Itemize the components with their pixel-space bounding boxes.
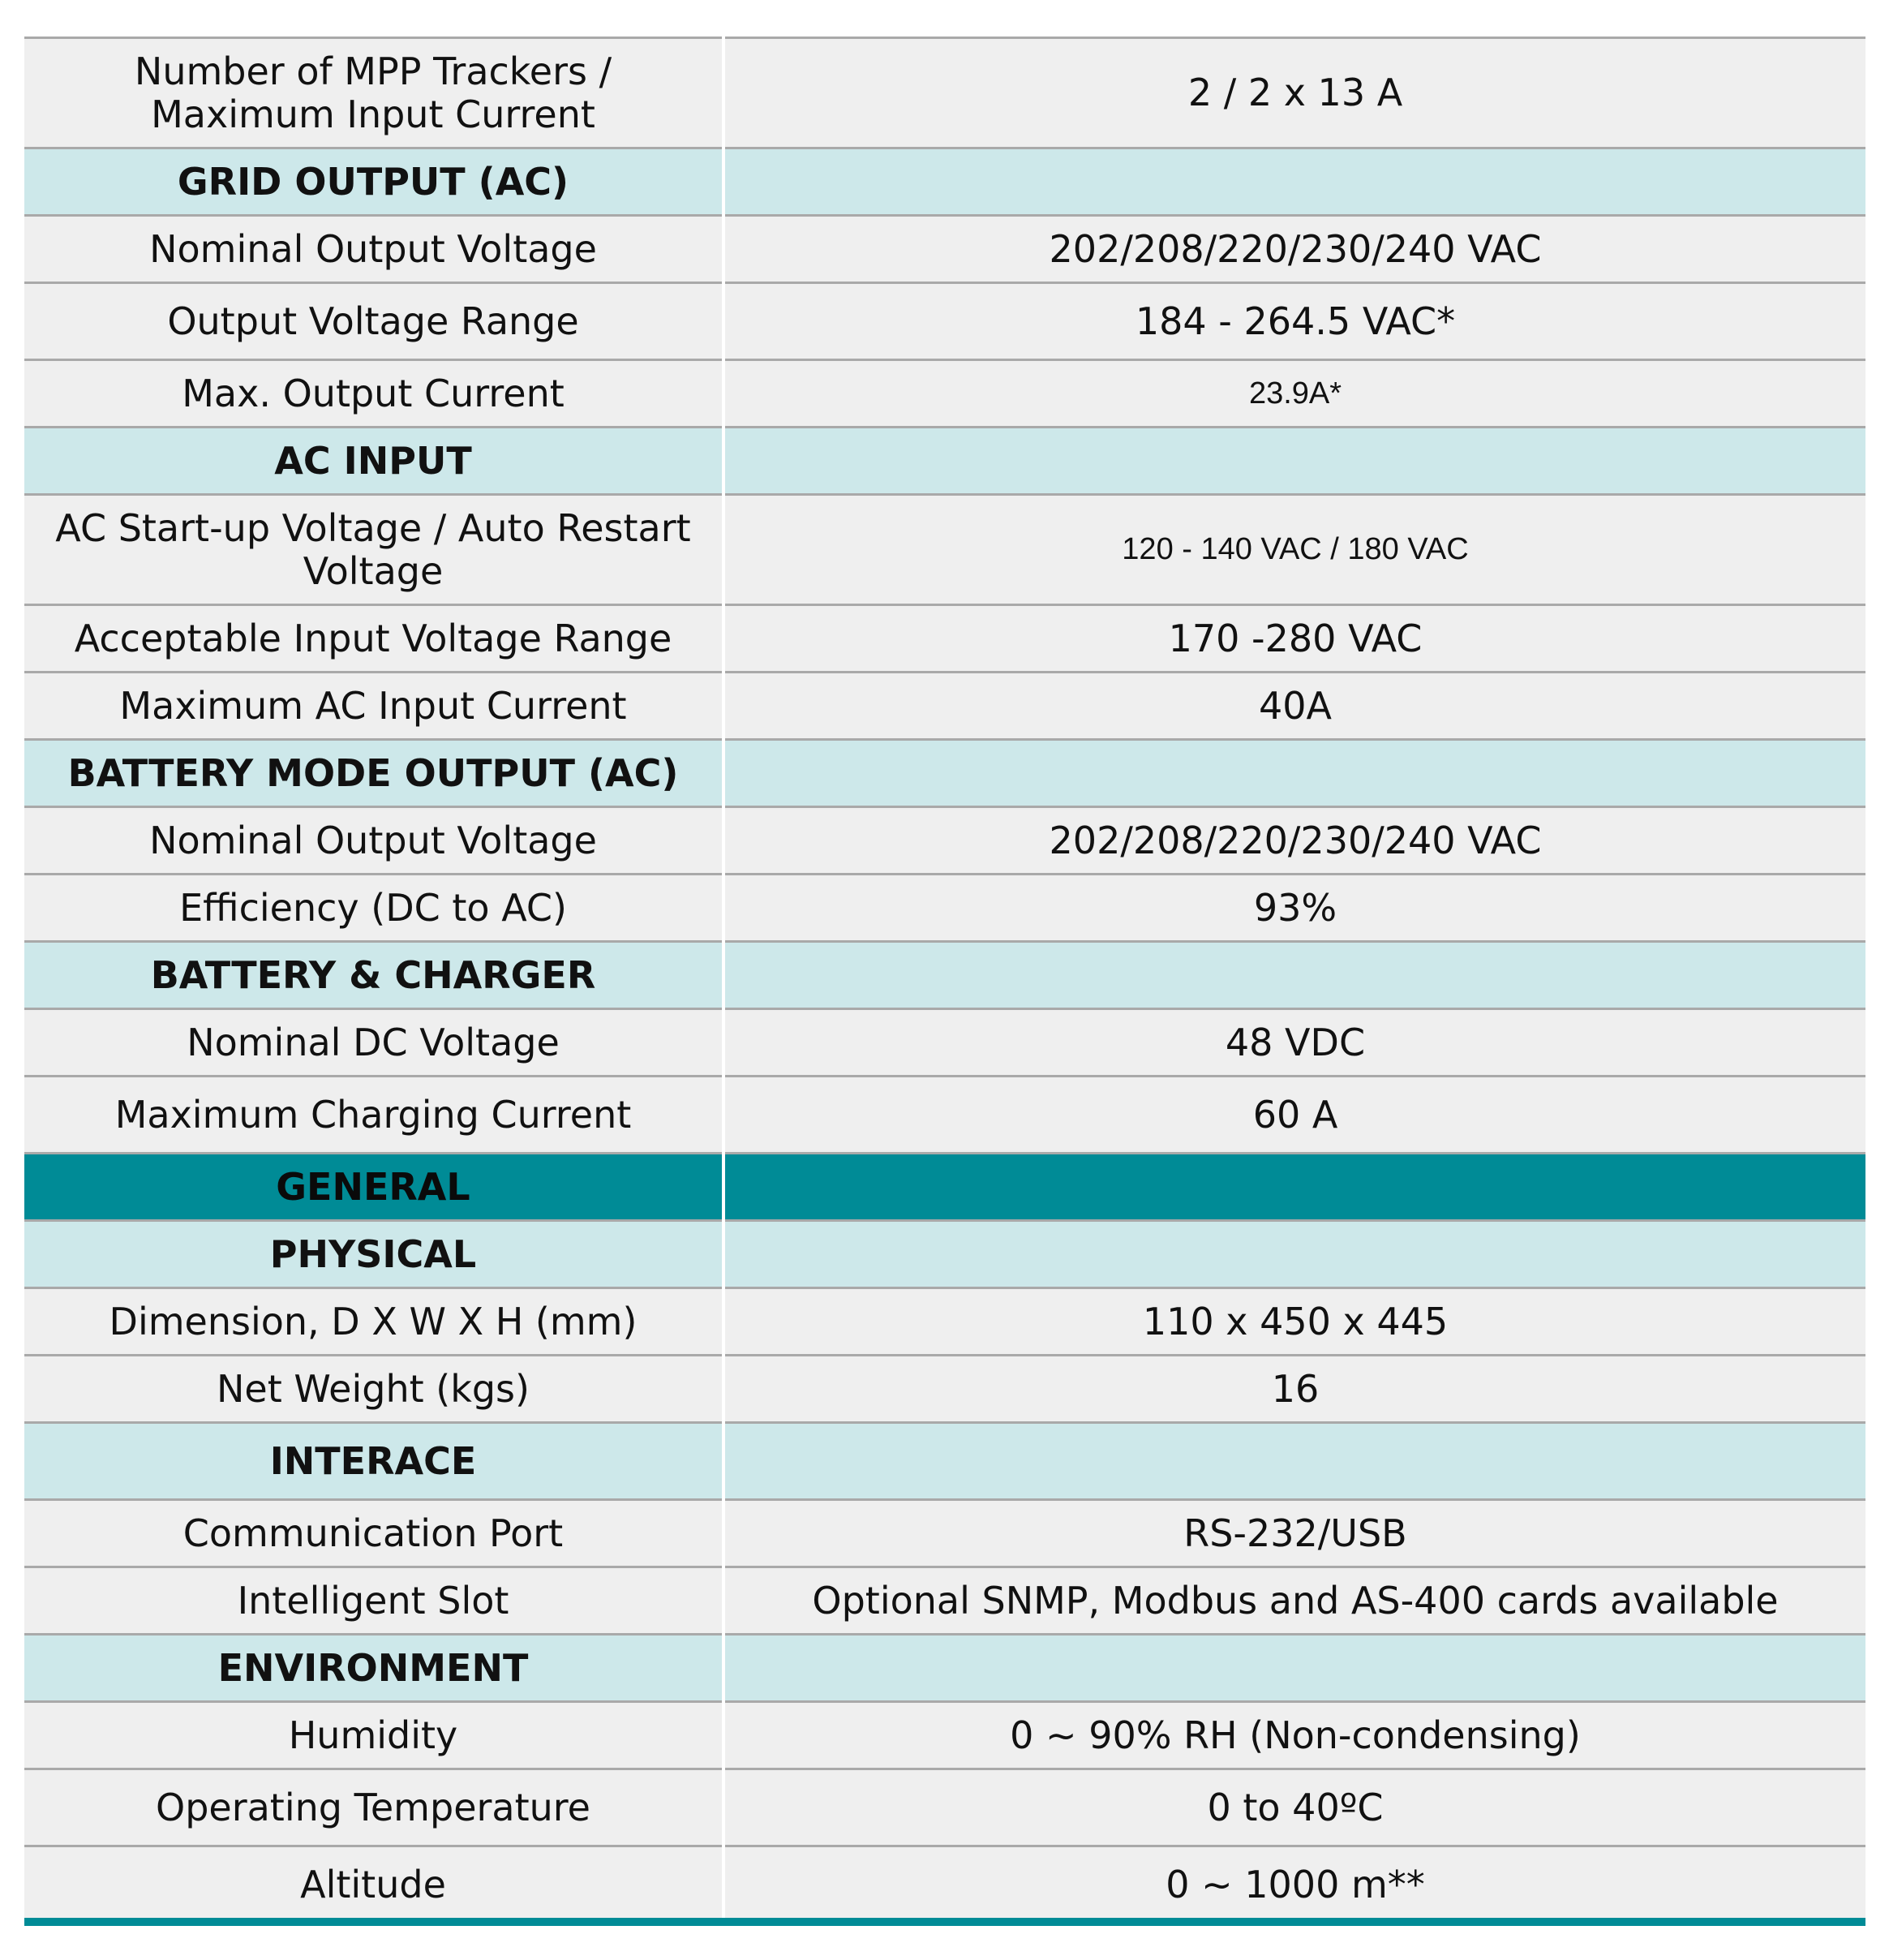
spec-row [24, 1077, 1865, 1154]
spec-row [24, 673, 1865, 740]
spec-label: Nominal Output Voltage [24, 807, 723, 875]
spec-label: Efficiency (DC to AC) [24, 875, 723, 942]
spec-label: Operating Temperature [24, 1769, 723, 1846]
spec-label: Nominal DC Voltage [24, 1009, 723, 1077]
spec-row [24, 1846, 1865, 1923]
spec-label: Maximum Charging Current [24, 1077, 723, 1154]
bottom-rule [24, 1918, 1865, 1926]
spec-value: 110 x 450 x 445 [723, 1288, 1865, 1356]
section-title: AC INPUT [24, 428, 723, 495]
spec-label: Max. Output Current [24, 360, 723, 428]
section-header [24, 1423, 1865, 1500]
section-header [24, 1635, 1865, 1702]
spec-row [24, 283, 1865, 360]
spec-row [24, 1288, 1865, 1356]
section-title: BATTERY & CHARGER [24, 942, 723, 1009]
spec-label: Number of MPP Trackers / Maximum Input Current [24, 38, 723, 148]
spec-value: 0 to 40ºC [723, 1769, 1865, 1846]
spec-value: 40A [723, 673, 1865, 740]
section-title: GENERAL [24, 1154, 723, 1221]
spec-label: Altitude [24, 1846, 723, 1923]
spec-row [24, 1702, 1865, 1769]
section-title: GRID OUTPUT (AC) [24, 148, 723, 216]
spec-value: 0 ~ 1000 m** [723, 1846, 1865, 1923]
spec-value: 48 VDC [723, 1009, 1865, 1077]
spec-row [24, 1769, 1865, 1846]
spec-row [24, 360, 1865, 428]
section-filler [723, 1423, 1865, 1500]
spec-row [24, 1356, 1865, 1423]
spec-value: 120 - 140 VAC / 180 VAC [723, 495, 1865, 605]
section-filler [723, 1635, 1865, 1702]
spec-value: 2 / 2 x 13 A [723, 38, 1865, 148]
spec-value: RS-232/USB [723, 1500, 1865, 1567]
section-filler [723, 1154, 1865, 1221]
spec-table [24, 37, 1865, 1923]
section-title: INTERACE [24, 1423, 723, 1500]
section-header [24, 740, 1865, 807]
section-header [24, 1221, 1865, 1288]
spec-value: 16 [723, 1356, 1865, 1423]
section-filler [723, 148, 1865, 216]
section-filler [723, 428, 1865, 495]
spec-value: 60 A [723, 1077, 1865, 1154]
spec-value: 0 ~ 90% RH (Non-condensing) [723, 1702, 1865, 1769]
spec-value: Optional SNMP, Modbus and AS-400 cards available [723, 1567, 1865, 1635]
section-title: BATTERY MODE OUTPUT (AC) [24, 740, 723, 807]
section-header [24, 942, 1865, 1009]
spec-label: Output Voltage Range [24, 283, 723, 360]
spec-row [24, 1567, 1865, 1635]
spec-row [24, 605, 1865, 673]
spec-label: Net Weight (kgs) [24, 1356, 723, 1423]
spec-table-body [24, 38, 1865, 1923]
spec-label: Humidity [24, 1702, 723, 1769]
spec-row [24, 1500, 1865, 1567]
section-filler [723, 942, 1865, 1009]
spec-row [24, 216, 1865, 283]
spec-row [24, 1009, 1865, 1077]
section-header [24, 148, 1865, 216]
spec-value: 202/208/220/230/240 VAC [723, 807, 1865, 875]
spec-value: 170 -280 VAC [723, 605, 1865, 673]
spec-row [24, 38, 1865, 148]
spec-label: Communication Port [24, 1500, 723, 1567]
spec-row [24, 495, 1865, 605]
spec-value: 93% [723, 875, 1865, 942]
spec-label: AC Start-up Voltage / Auto Restart Voltage [24, 495, 723, 605]
section-filler [723, 1221, 1865, 1288]
spec-label: Intelligent Slot [24, 1567, 723, 1635]
spec-value: 202/208/220/230/240 VAC [723, 216, 1865, 283]
spec-value: 184 - 264.5 VAC* [723, 283, 1865, 360]
section-title: ENVIRONMENT [24, 1635, 723, 1702]
section-title: PHYSICAL [24, 1221, 723, 1288]
spec-label: Dimension, D X W X H (mm) [24, 1288, 723, 1356]
spec-value: 23.9A* [723, 360, 1865, 428]
section-header [24, 428, 1865, 495]
spec-row [24, 807, 1865, 875]
spec-label: Acceptable Input Voltage Range [24, 605, 723, 673]
spec-label: Nominal Output Voltage [24, 216, 723, 283]
spec-label: Maximum AC Input Current [24, 673, 723, 740]
spec-row [24, 875, 1865, 942]
major-section-header [24, 1154, 1865, 1221]
section-filler [723, 740, 1865, 807]
